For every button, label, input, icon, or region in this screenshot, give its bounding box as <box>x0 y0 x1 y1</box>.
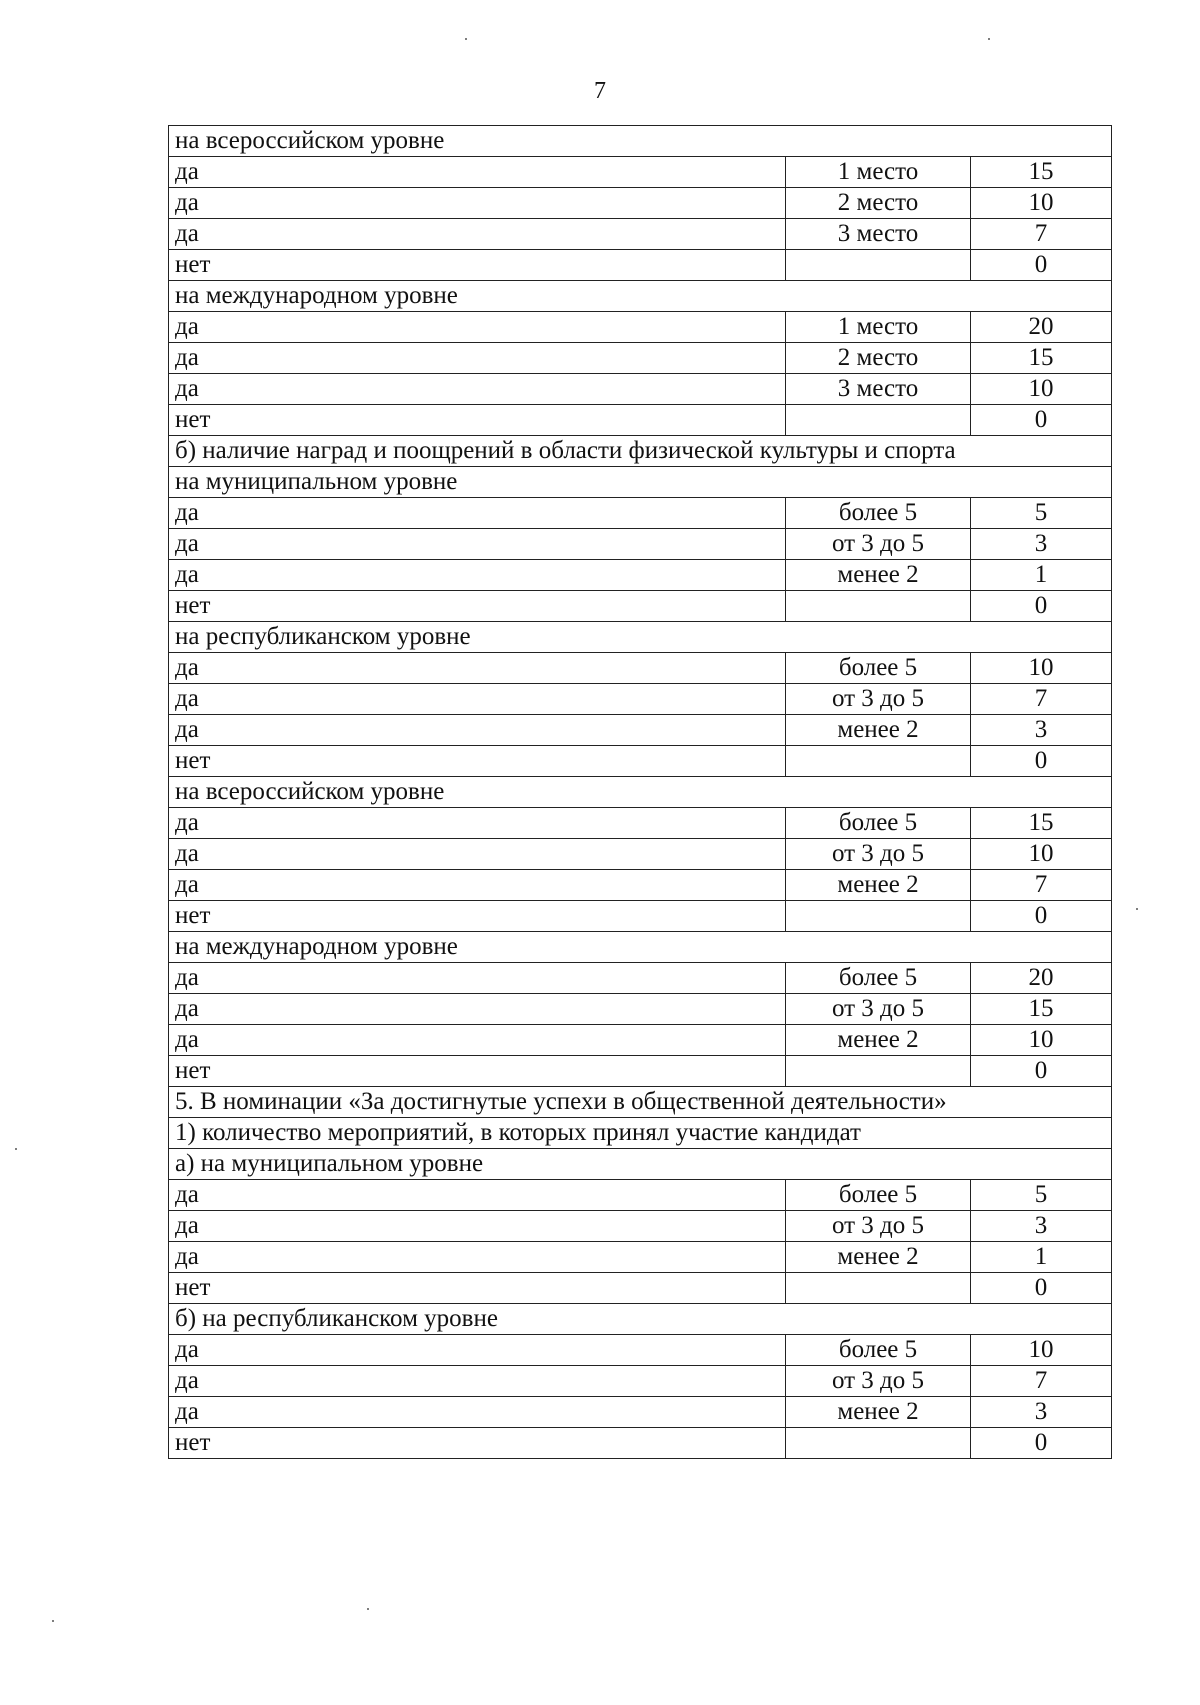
section-row <box>169 1087 1112 1118</box>
answer-cell: да <box>169 188 786 219</box>
section-heading: на всероссийском уровне <box>169 777 1112 808</box>
answer-cell: да <box>169 498 786 529</box>
table-row <box>169 1056 1112 1087</box>
table-row <box>169 250 1112 281</box>
score-cell: 10 <box>971 653 1112 684</box>
section-row <box>169 281 1112 312</box>
score-cell: 5 <box>971 1180 1112 1211</box>
section-row <box>169 777 1112 808</box>
scoring-table <box>168 125 1112 1459</box>
score-cell: 0 <box>971 250 1112 281</box>
scoring-table-body <box>169 126 1112 1459</box>
condition-cell <box>786 1273 971 1304</box>
condition-cell: 1 место <box>786 157 971 188</box>
table-row <box>169 157 1112 188</box>
answer-cell: да <box>169 684 786 715</box>
table-row <box>169 343 1112 374</box>
condition-cell: от 3 до 5 <box>786 1211 971 1242</box>
table-row <box>169 1242 1112 1273</box>
table-row <box>169 715 1112 746</box>
condition-cell: менее 2 <box>786 1025 971 1056</box>
table-row <box>169 1428 1112 1459</box>
score-cell: 0 <box>971 405 1112 436</box>
condition-cell: более 5 <box>786 498 971 529</box>
table-row <box>169 560 1112 591</box>
condition-cell: 1 место <box>786 312 971 343</box>
section-row <box>169 622 1112 653</box>
scan-speck <box>465 38 467 40</box>
condition-cell: менее 2 <box>786 870 971 901</box>
score-cell: 0 <box>971 591 1112 622</box>
answer-cell: да <box>169 312 786 343</box>
condition-cell <box>786 1428 971 1459</box>
condition-cell: от 3 до 5 <box>786 529 971 560</box>
answer-cell: нет <box>169 1056 786 1087</box>
table-row <box>169 1397 1112 1428</box>
answer-cell: да <box>169 1242 786 1273</box>
condition-cell: 2 место <box>786 188 971 219</box>
score-cell: 1 <box>971 560 1112 591</box>
answer-cell: нет <box>169 1428 786 1459</box>
table-row <box>169 374 1112 405</box>
score-cell: 0 <box>971 1428 1112 1459</box>
condition-cell <box>786 901 971 932</box>
condition-cell: более 5 <box>786 1180 971 1211</box>
section-heading: на международном уровне <box>169 281 1112 312</box>
condition-cell: более 5 <box>786 808 971 839</box>
answer-cell: да <box>169 808 786 839</box>
condition-cell: 2 место <box>786 343 971 374</box>
section-heading: б) наличие наград и поощрений в области физической культуры и спорта <box>169 436 1112 467</box>
score-cell: 7 <box>971 684 1112 715</box>
table-row <box>169 1335 1112 1366</box>
answer-cell: да <box>169 715 786 746</box>
section-row <box>169 1304 1112 1335</box>
section-heading: на муниципальном уровне <box>169 467 1112 498</box>
section-heading: 1) количество мероприятий, в которых принял участие кандидат <box>169 1118 1112 1149</box>
score-cell: 20 <box>971 312 1112 343</box>
score-cell: 7 <box>971 1366 1112 1397</box>
table-row <box>169 498 1112 529</box>
answer-cell: да <box>169 1397 786 1428</box>
condition-cell: более 5 <box>786 1335 971 1366</box>
condition-cell: менее 2 <box>786 715 971 746</box>
table-row <box>169 653 1112 684</box>
score-cell: 0 <box>971 1056 1112 1087</box>
table-row <box>169 963 1112 994</box>
condition-cell <box>786 250 971 281</box>
answer-cell: да <box>169 839 786 870</box>
answer-cell: да <box>169 1211 786 1242</box>
score-cell: 15 <box>971 808 1112 839</box>
score-cell: 0 <box>971 746 1112 777</box>
section-row <box>169 932 1112 963</box>
section-row <box>169 126 1112 157</box>
condition-cell <box>786 591 971 622</box>
answer-cell: да <box>169 963 786 994</box>
table-row <box>169 1273 1112 1304</box>
answer-cell: да <box>169 1366 786 1397</box>
score-cell: 3 <box>971 529 1112 560</box>
score-cell: 10 <box>971 1025 1112 1056</box>
answer-cell: да <box>169 219 786 250</box>
table-row <box>169 1366 1112 1397</box>
score-cell: 20 <box>971 963 1112 994</box>
table-row <box>169 746 1112 777</box>
table-row <box>169 405 1112 436</box>
condition-cell: менее 2 <box>786 1242 971 1273</box>
answer-cell: нет <box>169 591 786 622</box>
answer-cell: да <box>169 529 786 560</box>
score-cell: 10 <box>971 1335 1112 1366</box>
condition-cell: более 5 <box>786 963 971 994</box>
answer-cell: да <box>169 1180 786 1211</box>
score-cell: 15 <box>971 343 1112 374</box>
condition-cell <box>786 405 971 436</box>
condition-cell: 3 место <box>786 219 971 250</box>
section-row <box>169 467 1112 498</box>
condition-cell: от 3 до 5 <box>786 1366 971 1397</box>
scan-speck <box>988 38 990 40</box>
score-cell: 7 <box>971 870 1112 901</box>
scan-speck <box>15 1148 17 1150</box>
answer-cell: нет <box>169 250 786 281</box>
table-row <box>169 312 1112 343</box>
score-cell: 0 <box>971 1273 1112 1304</box>
table-row <box>169 188 1112 219</box>
answer-cell: да <box>169 870 786 901</box>
condition-cell <box>786 1056 971 1087</box>
table-row <box>169 1180 1112 1211</box>
page-number: 7 <box>594 78 606 104</box>
score-cell: 3 <box>971 715 1112 746</box>
condition-cell: 3 место <box>786 374 971 405</box>
table-row <box>169 1025 1112 1056</box>
score-cell: 1 <box>971 1242 1112 1273</box>
condition-cell <box>786 746 971 777</box>
table-row <box>169 684 1112 715</box>
score-cell: 0 <box>971 901 1112 932</box>
section-heading: на республиканском уровне <box>169 622 1112 653</box>
answer-cell: да <box>169 994 786 1025</box>
condition-cell: от 3 до 5 <box>786 684 971 715</box>
answer-cell: да <box>169 653 786 684</box>
answer-cell: да <box>169 157 786 188</box>
score-cell: 7 <box>971 219 1112 250</box>
table-row <box>169 901 1112 932</box>
table-row <box>169 219 1112 250</box>
section-row <box>169 436 1112 467</box>
section-heading: б) на республиканском уровне <box>169 1304 1112 1335</box>
answer-cell: да <box>169 1335 786 1366</box>
score-cell: 10 <box>971 839 1112 870</box>
table-row <box>169 870 1112 901</box>
section-heading: а) на муниципальном уровне <box>169 1149 1112 1180</box>
section-heading: 5. В номинации «За достигнутые успехи в общественной деятельности» <box>169 1087 1112 1118</box>
score-cell: 10 <box>971 374 1112 405</box>
section-heading: на всероссийском уровне <box>169 126 1112 157</box>
condition-cell: от 3 до 5 <box>786 839 971 870</box>
table-row <box>169 994 1112 1025</box>
table-row <box>169 1211 1112 1242</box>
condition-cell: более 5 <box>786 653 971 684</box>
table-row <box>169 591 1112 622</box>
score-cell: 5 <box>971 498 1112 529</box>
condition-cell: менее 2 <box>786 560 971 591</box>
score-cell: 15 <box>971 994 1112 1025</box>
answer-cell: да <box>169 1025 786 1056</box>
table-row <box>169 529 1112 560</box>
score-cell: 10 <box>971 188 1112 219</box>
answer-cell: да <box>169 343 786 374</box>
score-cell: 3 <box>971 1211 1112 1242</box>
table-row <box>169 839 1112 870</box>
answer-cell: нет <box>169 901 786 932</box>
section-heading: на международном уровне <box>169 932 1112 963</box>
scan-speck <box>367 1608 369 1610</box>
section-row <box>169 1149 1112 1180</box>
table-row <box>169 808 1112 839</box>
condition-cell: от 3 до 5 <box>786 994 971 1025</box>
answer-cell: да <box>169 560 786 591</box>
scan-speck <box>1136 908 1138 910</box>
answer-cell: да <box>169 374 786 405</box>
answer-cell: нет <box>169 1273 786 1304</box>
answer-cell: нет <box>169 405 786 436</box>
answer-cell: нет <box>169 746 786 777</box>
score-cell: 3 <box>971 1397 1112 1428</box>
section-row <box>169 1118 1112 1149</box>
scan-speck <box>52 1620 54 1622</box>
condition-cell: менее 2 <box>786 1397 971 1428</box>
score-cell: 15 <box>971 157 1112 188</box>
